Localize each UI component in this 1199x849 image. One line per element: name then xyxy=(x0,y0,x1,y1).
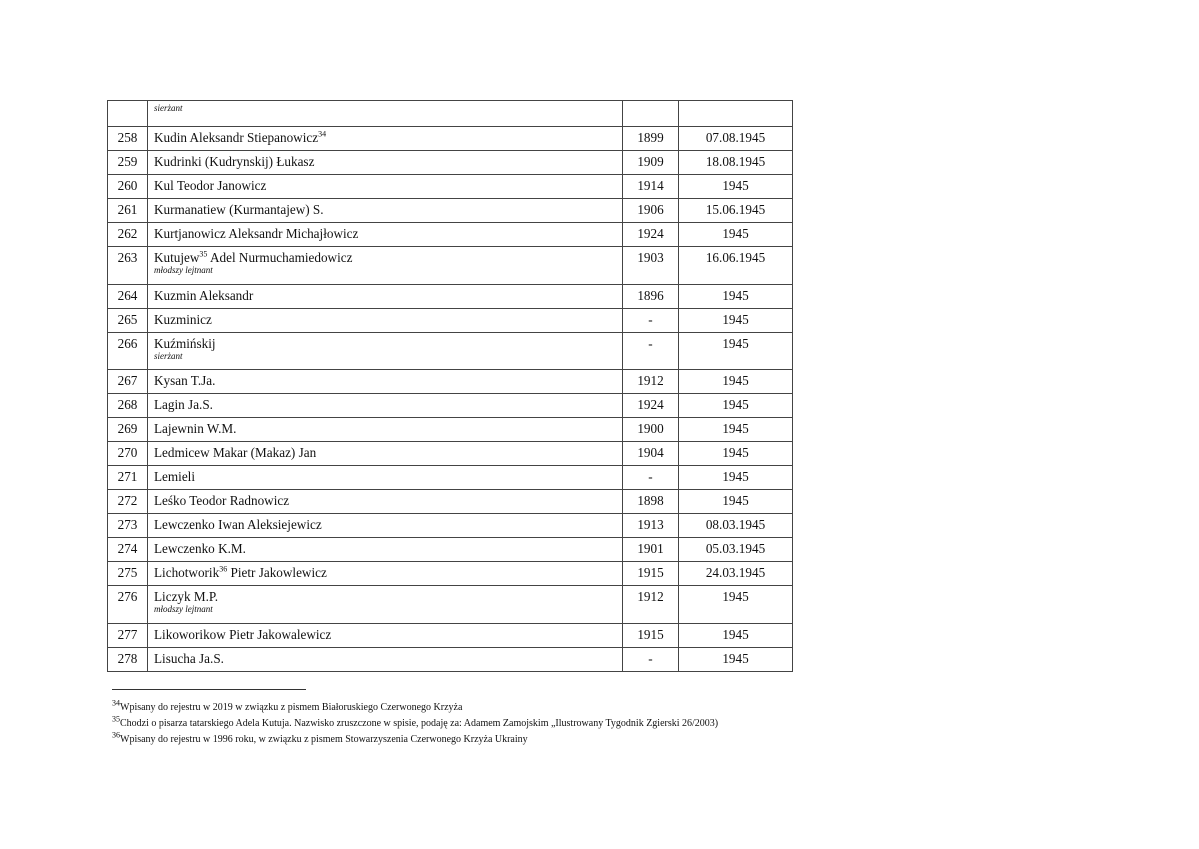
footnote-separator xyxy=(112,689,306,690)
person-name: Lewczenko K.M. xyxy=(154,541,246,556)
person-name: Lagin Ja.S. xyxy=(154,397,213,412)
row-number: 262 xyxy=(108,223,148,247)
row-number: 273 xyxy=(108,514,148,538)
person-name: Lajewnin W.M. xyxy=(154,421,237,436)
row-number: 265 xyxy=(108,309,148,333)
row-number: 274 xyxy=(108,538,148,562)
person-cell xyxy=(148,562,623,586)
death-date: 1945 xyxy=(679,333,793,370)
death-date: 1945 xyxy=(679,466,793,490)
row-number: 278 xyxy=(108,648,148,672)
death-date: 1945 xyxy=(679,648,793,672)
table-row xyxy=(108,586,793,624)
death-date: 07.08.1945 xyxy=(679,127,793,151)
military-rank: sierżant xyxy=(154,103,183,113)
death-date: 15.06.1945 xyxy=(679,199,793,223)
military-rank: młodszy lejtnant xyxy=(154,265,213,275)
military-rank: młodszy lejtnant xyxy=(154,604,213,614)
birth-year: - xyxy=(623,466,679,490)
table-row xyxy=(108,624,793,648)
person-cell xyxy=(148,370,623,394)
birth-year: 1912 xyxy=(623,370,679,394)
person-name: Leśko Teodor Radnowicz xyxy=(154,493,290,508)
table-row xyxy=(108,247,793,285)
birth-year: 1915 xyxy=(623,624,679,648)
row-number: 270 xyxy=(108,442,148,466)
table-row xyxy=(108,199,793,223)
birth-year: 1912 xyxy=(623,586,679,624)
row-number: 275 xyxy=(108,562,148,586)
footnote-text: Wpisany do rejestru w 2019 w związku z pismem Białoruskiego Czerwonego Krzyża xyxy=(120,702,463,713)
table-row xyxy=(108,394,793,418)
person-cell xyxy=(148,175,623,199)
birth-year: - xyxy=(623,333,679,370)
row-number xyxy=(108,101,148,127)
row-number: 267 xyxy=(108,370,148,394)
table-body xyxy=(108,101,793,672)
person-cell xyxy=(148,418,623,442)
death-date: 1945 xyxy=(679,394,793,418)
death-date: 1945 xyxy=(679,418,793,442)
table-row xyxy=(108,370,793,394)
row-number: 263 xyxy=(108,247,148,285)
birth-year: 1899 xyxy=(623,127,679,151)
person-cell xyxy=(148,538,623,562)
person-name: Liczyk M.P. xyxy=(154,589,219,604)
row-number: 277 xyxy=(108,624,148,648)
person-name: Kutujew xyxy=(154,250,200,265)
military-rank: sierżant xyxy=(154,351,183,361)
person-name: Kurtjanowicz Aleksandr Michajłowicz xyxy=(154,226,359,241)
footnote-number: 35 xyxy=(112,714,120,724)
death-date: 1945 xyxy=(679,175,793,199)
footnote xyxy=(112,700,1112,716)
table-row xyxy=(108,490,793,514)
table-row xyxy=(108,514,793,538)
birth-year: 1913 xyxy=(623,514,679,538)
death-date: 05.03.1945 xyxy=(679,538,793,562)
person-cell xyxy=(148,223,623,247)
person-name-rest: Adel Nurmuchamiedowicz xyxy=(207,250,353,265)
row-number: 272 xyxy=(108,490,148,514)
death-date: 1945 xyxy=(679,370,793,394)
row-number: 261 xyxy=(108,199,148,223)
person-name: Likoworikow Pietr Jakowalewicz xyxy=(154,627,332,642)
row-number: 271 xyxy=(108,466,148,490)
death-date: 1945 xyxy=(679,223,793,247)
death-date: 1945 xyxy=(679,624,793,648)
table-row xyxy=(108,285,793,309)
row-number: 268 xyxy=(108,394,148,418)
table-row xyxy=(108,309,793,333)
person-name: Lewczenko Iwan Aleksiejewicz xyxy=(154,517,322,532)
death-date: 08.03.1945 xyxy=(679,514,793,538)
person-cell xyxy=(148,490,623,514)
person-name: Lemieli xyxy=(154,469,196,484)
person-cell xyxy=(148,127,623,151)
death-date: 1945 xyxy=(679,285,793,309)
person-cell xyxy=(148,247,623,285)
row-number: 269 xyxy=(108,418,148,442)
person-name: Ledmicew Makar (Makaz) Jan xyxy=(154,445,317,460)
person-name: Kul Teodor Janowicz xyxy=(154,178,267,193)
table-row xyxy=(108,538,793,562)
table-row xyxy=(108,562,793,586)
row-number: 264 xyxy=(108,285,148,309)
person-name: Kudin Aleksandr Stiepanowicz xyxy=(154,130,319,145)
row-number: 260 xyxy=(108,175,148,199)
person-name: Kuźmińskij xyxy=(154,336,216,351)
person-name: Kudrinki (Kudrynskij) Łukasz xyxy=(154,154,315,169)
person-name: Kuzmin Aleksandr xyxy=(154,288,254,303)
person-cell xyxy=(148,514,623,538)
person-name: Kuzminicz xyxy=(154,312,212,327)
person-cell xyxy=(148,333,623,370)
footnote-text: Wpisany do rejestru w 1996 roku, w związku z pismem Stowarzyszenia Czerwonego Krzyża Ukrainy xyxy=(120,734,528,745)
table-row xyxy=(108,333,793,370)
person-name: Lichotworik xyxy=(154,565,220,580)
footnote xyxy=(112,732,1112,748)
birth-year: 1924 xyxy=(623,394,679,418)
death-date: 1945 xyxy=(679,442,793,466)
records-table xyxy=(107,100,793,672)
table-row xyxy=(108,223,793,247)
death-date: 1945 xyxy=(679,490,793,514)
death-date: 1945 xyxy=(679,586,793,624)
person-cell xyxy=(148,151,623,175)
birth-year: 1898 xyxy=(623,490,679,514)
person-cell xyxy=(148,624,623,648)
table-row xyxy=(108,127,793,151)
person-cell xyxy=(148,309,623,333)
person-cell xyxy=(148,442,623,466)
birth-year: 1914 xyxy=(623,175,679,199)
birth-year: 1904 xyxy=(623,442,679,466)
person-name-rest: Pietr Jakowlewicz xyxy=(227,565,327,580)
person-cell xyxy=(148,466,623,490)
footnote-number: 34 xyxy=(112,698,120,708)
birth-year xyxy=(623,101,679,127)
footnote-number: 36 xyxy=(112,730,120,740)
footnote-text: Chodzi o pisarza tatarskiego Adela Kutuja. Nazwisko zruszczone w spisie, podaję za: Adamem Zamojskim „Ilustrowany Tygodnik Zgierski 26/2003) xyxy=(120,718,719,729)
death-date xyxy=(679,101,793,127)
row-number: 266 xyxy=(108,333,148,370)
person-cell xyxy=(148,101,623,127)
person-name: Kurmanatiew (Kurmantajew) S. xyxy=(154,202,324,217)
person-cell xyxy=(148,285,623,309)
table-row xyxy=(108,175,793,199)
birth-year: 1896 xyxy=(623,285,679,309)
table-row xyxy=(108,418,793,442)
table-row xyxy=(108,101,793,127)
person-cell xyxy=(148,394,623,418)
row-number: 258 xyxy=(108,127,148,151)
person-name: Kysan T.Ja. xyxy=(154,373,216,388)
footnote xyxy=(112,716,1112,732)
table-row xyxy=(108,442,793,466)
death-date: 16.06.1945 xyxy=(679,247,793,285)
birth-year: 1901 xyxy=(623,538,679,562)
footnotes xyxy=(112,700,1112,748)
table-row xyxy=(108,648,793,672)
birth-year: 1900 xyxy=(623,418,679,442)
person-name: Lisucha Ja.S. xyxy=(154,651,224,666)
footnote-ref: 34 xyxy=(318,129,327,139)
birth-year: 1924 xyxy=(623,223,679,247)
table-row xyxy=(108,466,793,490)
birth-year: - xyxy=(623,309,679,333)
footnote-ref: 36 xyxy=(219,564,228,574)
person-cell xyxy=(148,648,623,672)
death-date: 24.03.1945 xyxy=(679,562,793,586)
footnote-ref: 35 xyxy=(199,249,208,259)
birth-year: 1915 xyxy=(623,562,679,586)
death-date: 1945 xyxy=(679,309,793,333)
person-cell xyxy=(148,586,623,624)
person-cell xyxy=(148,199,623,223)
table-row xyxy=(108,151,793,175)
row-number: 276 xyxy=(108,586,148,624)
row-number: 259 xyxy=(108,151,148,175)
death-date: 18.08.1945 xyxy=(679,151,793,175)
birth-year: 1906 xyxy=(623,199,679,223)
birth-year: - xyxy=(623,648,679,672)
birth-year: 1909 xyxy=(623,151,679,175)
birth-year: 1903 xyxy=(623,247,679,285)
